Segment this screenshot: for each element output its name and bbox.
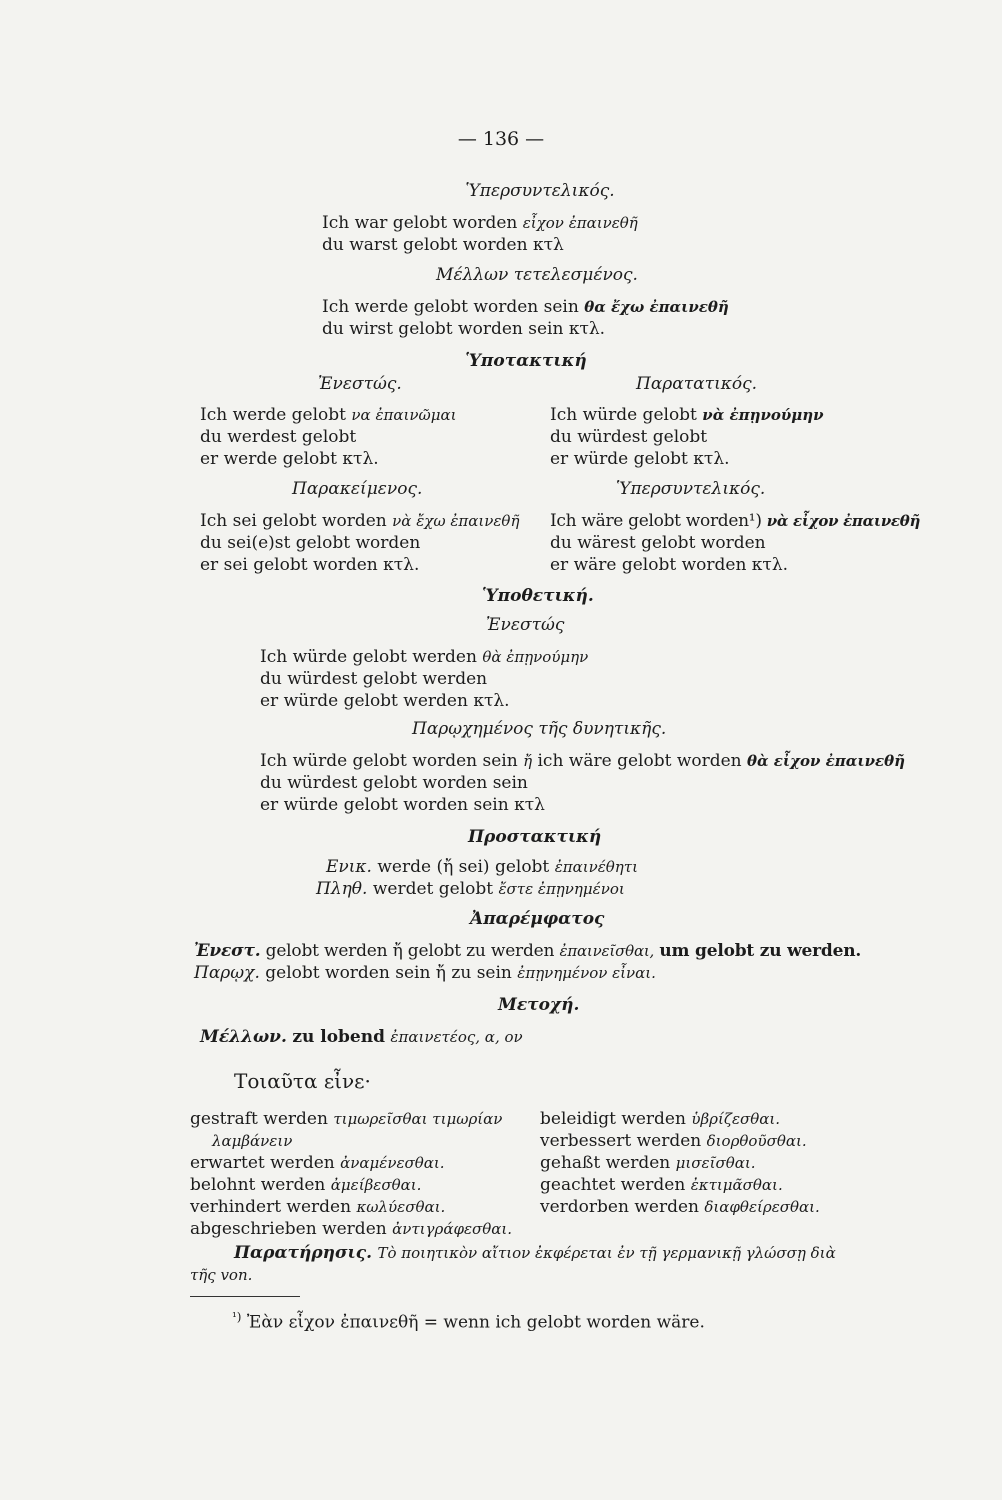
heading-paratatikos: Παρατατικός. bbox=[636, 374, 758, 394]
greek-text: ἀντιγράφεσθαι. bbox=[392, 1220, 513, 1238]
german-text: Ich würde gelobt worden sein bbox=[260, 751, 518, 771]
german-text: Ich werde gelobt worden sein bbox=[322, 297, 579, 317]
greek-text: νὰ ἐπῃνούμην bbox=[702, 406, 824, 424]
german-text: ich wäre gelobt worden bbox=[537, 751, 742, 771]
row-label: Παρῳχ. bbox=[194, 963, 260, 983]
german-text: Ich werde gelobt bbox=[200, 405, 347, 425]
german-text: beleidigt werden bbox=[540, 1109, 686, 1129]
heading-toiauta: Τοιαῦτα εἶνε· bbox=[234, 1069, 371, 1093]
footnote-mark: ¹) bbox=[232, 1310, 242, 1324]
heading-parakeimenos: Παρακείμενος. bbox=[292, 479, 423, 499]
enestos-line-3: er werde gelobt κτλ. bbox=[200, 449, 379, 469]
german-text: werdet gelobt bbox=[372, 879, 494, 899]
heading-hypotaktiki: Ὑποτακτική bbox=[465, 351, 587, 371]
greek-text: ἀμείβεσθαι. bbox=[330, 1176, 422, 1194]
hyper-line-2: du warst gelobt worden κτλ bbox=[322, 235, 564, 255]
hyperst2-line-3: er wäre gelobt worden κτλ. bbox=[550, 555, 789, 575]
aparemfatos-line-2 bbox=[194, 962, 656, 984]
heading-prostaktiki: Προστακτική bbox=[468, 827, 602, 847]
verb-right-line-5 bbox=[540, 1196, 820, 1218]
metochi-line-1 bbox=[200, 1026, 523, 1048]
paratatikos-line-1 bbox=[550, 404, 824, 426]
greek-text: διαφθείρεσθαι. bbox=[704, 1198, 820, 1216]
greek-text: θὰ ἐπῃνούμην bbox=[482, 648, 589, 666]
greek-text: ἔστε ἐπῃνημένοι bbox=[498, 880, 625, 898]
greek-text: ἤ bbox=[523, 752, 533, 770]
german-text: werde (ἤ sei) gelobt bbox=[377, 857, 550, 877]
greek-text: ἐπαινέθητι bbox=[554, 858, 638, 876]
verb-right-line-4 bbox=[540, 1174, 783, 1196]
verb-left-line-5 bbox=[190, 1218, 512, 1240]
mellon-line-2: du wirst gelobt worden sein κτλ. bbox=[322, 319, 606, 339]
german-text: gestraft werden bbox=[190, 1109, 328, 1129]
verb-right-line-2 bbox=[540, 1130, 807, 1152]
note-text: Τὸ ποιητικὸν αἴτιον ἐκφέρεται ἐν τῇ γερμανικῇ γλώσσῃ διὰ bbox=[377, 1244, 836, 1262]
heading-hyperst-2: Ὑπερσυντελικός. bbox=[616, 479, 766, 499]
hypothetiki-line-2: du würdest gelobt werden bbox=[260, 669, 488, 689]
greek-text: κωλύεσθαι. bbox=[356, 1198, 446, 1216]
german-text: belohnt werden bbox=[190, 1175, 326, 1195]
greek-text: ἐπῃνημένον εἶναι. bbox=[517, 964, 656, 982]
footnote bbox=[232, 1306, 705, 1334]
heading-enestos: Ἐνεστώς. bbox=[318, 374, 402, 394]
german-text: Ich würde gelobt bbox=[550, 405, 697, 425]
heading-hyperst: Ὑπερσυντελικός. bbox=[465, 181, 615, 201]
german-text: zu lobend bbox=[292, 1027, 385, 1047]
greek-text: τιμωρεῖσθαι τιμωρίαν bbox=[333, 1110, 503, 1128]
note-line-1 bbox=[234, 1242, 836, 1264]
verb-left-line-4 bbox=[190, 1196, 445, 1218]
german-text: Ich war gelobt worden bbox=[322, 213, 518, 233]
verb-left-line-1 bbox=[190, 1108, 502, 1130]
german-text: Ich würde gelobt werden bbox=[260, 647, 477, 667]
hypothetiki-line-1 bbox=[260, 646, 588, 668]
verb-left-line-1-cont: λαμβάνειν bbox=[212, 1132, 293, 1150]
footnote-text: Ἐὰν εἶχον ἐπαινεθῆ = wenn ich gelobt worden wäre. bbox=[246, 1312, 705, 1333]
hyper-line-1 bbox=[322, 212, 638, 234]
german-text: gelobt worden sein ἤ zu sein bbox=[265, 963, 512, 983]
row-label: Μέλλων. bbox=[200, 1027, 287, 1047]
greek-text: ὑβρίζεσθαι. bbox=[691, 1110, 781, 1128]
parochimenos-line-2: du würdest gelobt worden sein bbox=[260, 773, 528, 793]
paratatikos-line-2: du würdest gelobt bbox=[550, 427, 708, 447]
german-text: Ich sei gelobt worden bbox=[200, 511, 387, 531]
heading-enestos-2: Ἐνεστώς bbox=[486, 615, 565, 635]
heading-hypothetiki: Ὑποθετική. bbox=[482, 586, 594, 606]
greek-text: ἀναμένεσθαι. bbox=[340, 1154, 445, 1172]
parochimenos-line-3: er würde gelobt worden sein κτλ bbox=[260, 795, 545, 815]
note-line-2: τῆς von. bbox=[190, 1266, 253, 1284]
parochimenos-line-1 bbox=[260, 750, 905, 772]
page-number: — 136 — bbox=[457, 128, 545, 150]
aparemfatos-line-1 bbox=[194, 940, 861, 962]
heading-parochimenos: Παρῳχημένος τῆς δυνητικῆς. bbox=[412, 719, 667, 739]
heading-aparemfatos: Ἀπαρέμφατος bbox=[470, 909, 605, 929]
greek-text: μισεῖσθαι. bbox=[675, 1154, 756, 1172]
german-text: verbessert werden bbox=[540, 1131, 702, 1151]
greek-text: ἐπαινετέος, α, ον bbox=[390, 1028, 523, 1046]
row-label: Πληθ. bbox=[316, 879, 368, 899]
greek-text: νὰ εἶχον ἐπαινεθῆ bbox=[766, 512, 921, 530]
german-text: Ich wäre gelobt worden¹) bbox=[550, 511, 762, 531]
german-text: gelobt werden ἤ gelobt zu werden bbox=[265, 941, 555, 961]
prostaktiki-line-1 bbox=[326, 856, 638, 878]
greek-text: διορθοῦσθαι. bbox=[706, 1132, 807, 1150]
german-text: gehaßt werden bbox=[540, 1153, 671, 1173]
parakeimenos-line-1 bbox=[200, 510, 519, 532]
greek-text: εἶχον ἐπαινεθῆ bbox=[522, 214, 638, 232]
verb-right-line-3 bbox=[540, 1152, 756, 1174]
german-text: abgeschrieben werden bbox=[190, 1219, 387, 1239]
verb-right-line-1 bbox=[540, 1108, 780, 1130]
prostaktiki-line-2 bbox=[316, 878, 625, 900]
hyperst2-line-2: du wärest gelobt worden bbox=[550, 533, 766, 553]
heading-mellon: Μέλλων τετελεσμένος. bbox=[436, 265, 638, 285]
row-label: Ενικ. bbox=[326, 857, 372, 877]
enestos-line-1 bbox=[200, 404, 456, 426]
verb-left-line-2 bbox=[190, 1152, 445, 1174]
hypothetiki-line-3: er würde gelobt werden κτλ. bbox=[260, 691, 510, 711]
german-text: erwartet werden bbox=[190, 1153, 335, 1173]
greek-text: θὰ εἶχον ἐπαινεθῆ bbox=[747, 752, 906, 770]
enestos-line-2: du werdest gelobt bbox=[200, 427, 357, 447]
greek-text: θα ἔχω ἐπαινεθῆ bbox=[584, 298, 729, 316]
hyperst2-line-1 bbox=[550, 510, 920, 532]
paratatikos-line-3: er würde gelobt κτλ. bbox=[550, 449, 730, 469]
footnote-rule bbox=[190, 1296, 300, 1297]
german-text: geachtet werden bbox=[540, 1175, 686, 1195]
greek-text: να ἐπαινῶμαι bbox=[351, 406, 457, 424]
german-text: verdorben werden bbox=[540, 1197, 699, 1217]
greek-text: νὰ ἔχω ἐπαινεθῆ bbox=[392, 512, 520, 530]
verb-left-line-3 bbox=[190, 1174, 421, 1196]
parakeimenos-line-3: er sei gelobt worden κτλ. bbox=[200, 555, 420, 575]
german-text: verhindert werden bbox=[190, 1197, 352, 1217]
greek-text: ἐκτιμᾶσθαι. bbox=[690, 1176, 783, 1194]
row-label: Ἐνεστ. bbox=[194, 941, 261, 961]
note-label: Παρατήρησις. bbox=[234, 1243, 373, 1263]
parakeimenos-line-2: du sei(e)st gelobt worden bbox=[200, 533, 421, 553]
mellon-line-1 bbox=[322, 296, 729, 318]
german-text: um gelobt zu werden. bbox=[659, 941, 862, 961]
greek-text: ἐπαινεῖσθαι, bbox=[559, 942, 655, 960]
heading-metochi: Μετοχή. bbox=[498, 995, 580, 1015]
